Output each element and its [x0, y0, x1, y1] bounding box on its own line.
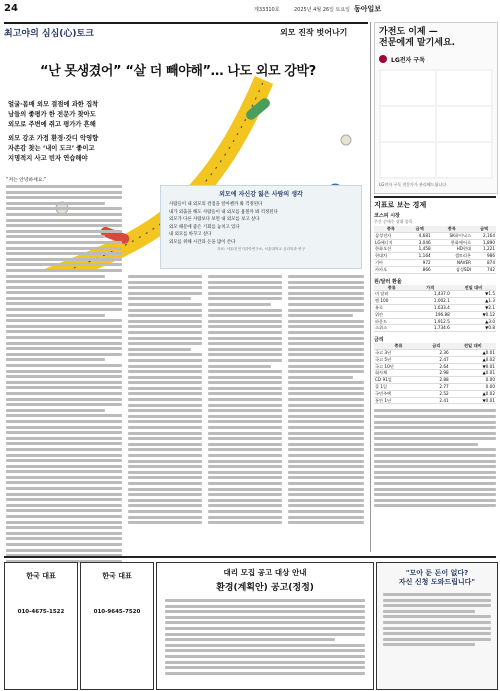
- column-title-bar: [4, 22, 368, 38]
- notice-title: 대리 모집 공고 대상 안내: [223, 568, 307, 577]
- table-cell: 2.77: [423, 383, 450, 390]
- table-cell: ▼0.8: [451, 325, 496, 332]
- table-cell: 742: [472, 266, 496, 273]
- table-cell: 통안 1년: [374, 397, 423, 404]
- checklist-box: [160, 185, 362, 269]
- table-cell: 한화에어로: [432, 239, 472, 246]
- checklist-item: 외모를 위해 시간과 돈을 많이 쓴다: [169, 239, 236, 245]
- sidebar-body-text: [374, 409, 496, 507]
- issue-date: 2025년 4월 26일 토요일: [294, 7, 351, 13]
- bottom-ad-area: [4, 556, 496, 690]
- paper-name: 동아일보: [354, 5, 382, 13]
- table-row: [374, 266, 496, 273]
- table-cell: 196.88: [410, 311, 451, 318]
- table-cell: 986: [472, 253, 496, 260]
- table-cell: NAVER: [432, 259, 472, 266]
- subhead-item: 외모 강조 가정 환경·갓디 악영향: [8, 135, 99, 142]
- ad-footer: LG전자 구독 전문가가 관리해드립니다: [379, 182, 447, 187]
- table-cell: 2,164: [472, 232, 496, 239]
- table-row: [374, 304, 496, 311]
- table-cell: ▲1.3: [451, 298, 496, 305]
- table-cell: ▲0.01: [450, 370, 496, 377]
- table-row: [374, 318, 496, 325]
- ad-product-grid: [379, 69, 493, 179]
- table-cell: ▼0.01: [450, 397, 496, 404]
- market-subtitle: 코스피 시장: [374, 213, 400, 219]
- column-title: 최고야의 심심(心)토크: [4, 29, 94, 39]
- table-cell: 874: [472, 259, 496, 266]
- table-cell: SK하이닉스: [432, 232, 472, 239]
- table-row: [374, 325, 496, 332]
- ad-brand-label: LG전자 구독: [391, 56, 426, 64]
- table-cell: 2.64: [423, 363, 450, 370]
- table-row: [374, 239, 496, 246]
- table1-caption: 주간 순매수 상위 종목: [374, 219, 413, 224]
- table-cell: CD 91일: [374, 377, 423, 384]
- table-cell: 국민주택: [374, 390, 423, 397]
- table-cell: ▼0.12: [451, 311, 496, 318]
- table-cell: 삼성SDI: [432, 266, 472, 273]
- table-header: 금액: [472, 226, 496, 232]
- table-row: [374, 232, 496, 239]
- table-header: 종류: [374, 285, 410, 291]
- market-section: [374, 196, 496, 510]
- table-cell: 972: [408, 259, 432, 266]
- article-kicker: 외모 진작 벗어나기: [280, 28, 348, 37]
- table-cell: ▼1.5: [451, 291, 496, 298]
- table-row: [374, 291, 496, 298]
- table-cell: 카카오: [374, 266, 408, 273]
- ad-product-tile: [381, 143, 435, 177]
- table-cell: 866: [408, 266, 432, 273]
- table-row: [374, 397, 496, 404]
- table-row: [374, 298, 496, 305]
- table-cell: HD현대: [432, 246, 472, 253]
- table-cell: 1,437.0: [410, 291, 451, 298]
- table-cell: 2.41: [423, 397, 450, 404]
- table-row: [374, 383, 496, 390]
- table-row: [374, 390, 496, 397]
- right-ad[interactable]: [376, 562, 498, 690]
- table-cell: ▲0.01: [450, 349, 496, 356]
- table-row: [374, 377, 496, 384]
- table-row: [374, 253, 496, 260]
- table-cell: 2.36: [423, 349, 450, 356]
- table-cell: 2.47: [423, 356, 450, 363]
- body-column-3: [208, 275, 282, 552]
- subhead-item: 지명적지 사고 빈자 연습해야: [8, 155, 88, 162]
- table-cell: 미 달러: [374, 291, 410, 298]
- subhead-item: 외모로 주변에 쥐고 평가가 흔해: [8, 121, 96, 128]
- table-header: 가격: [410, 285, 451, 291]
- exchange-rate-table: [374, 285, 496, 333]
- page-header: [4, 2, 496, 14]
- table-cell: 1,890: [472, 239, 496, 246]
- table-cell: 0.00: [450, 377, 496, 384]
- classified-left[interactable]: [4, 562, 78, 690]
- ad-product-tile: [381, 71, 435, 105]
- table-cell: 1,221: [472, 246, 496, 253]
- table-header: 전일 대비: [450, 343, 496, 349]
- table-cell: 1,458: [408, 246, 432, 253]
- checklist-title: 외모에 자신감 잃은 사람의 생각: [219, 191, 303, 198]
- subhead-list: [8, 100, 123, 164]
- table-cell: 3,046: [408, 239, 432, 246]
- net-buy-table: [374, 226, 496, 274]
- interest-rate-table: [374, 343, 496, 404]
- subhead-item: 얼굴·몸매 외모 결점에 과한 집착: [8, 101, 99, 108]
- table-cell: LG에너지: [374, 239, 408, 246]
- table-cell: 기아: [374, 259, 408, 266]
- checklist-source: 자료: 서울대 인지과학연구소, 서울대학교 심리학과 연구: [217, 247, 305, 251]
- table-cell: 0.00: [450, 383, 496, 390]
- table-cell: ▼0.01: [450, 363, 496, 370]
- notice-subtitle: 환경(계획안) 공고(정정): [216, 583, 314, 593]
- table-cell: 국고 5년: [374, 356, 423, 363]
- table-cell: 1,164: [408, 253, 432, 260]
- table-cell: 삼성전자: [374, 232, 408, 239]
- right-ad-body: [377, 587, 497, 655]
- table-header: 종목: [432, 226, 472, 232]
- checklist-item: 사람들이 내 외모의 결점을 알아챌까 봐 걱정된다: [169, 202, 263, 207]
- table-cell: 엔 100: [374, 298, 410, 305]
- table-cell: 파운드: [374, 318, 410, 325]
- table-header: 금액: [408, 226, 432, 232]
- classified-phone: 010-9645-7520: [93, 609, 141, 615]
- column-divider: [370, 22, 371, 552]
- table-cell: 1,912.5: [410, 318, 451, 325]
- table-cell: 1,734.6: [410, 325, 451, 332]
- ad-product-tile: [381, 107, 435, 141]
- classified-left-2[interactable]: [80, 562, 154, 690]
- table-cell: ▲3.0: [451, 318, 496, 325]
- table-cell: 4,681: [408, 232, 432, 239]
- table-cell: 셀트리온: [432, 253, 472, 260]
- public-notice[interactable]: [156, 562, 374, 690]
- table-cell: 2.98: [423, 370, 450, 377]
- table-cell: 스위스: [374, 325, 410, 332]
- classified-title: 한국 대표: [26, 572, 56, 580]
- table-cell: ▼2.1: [451, 304, 496, 311]
- ad-brand: [379, 54, 493, 64]
- body-column-2: [128, 275, 202, 552]
- table-header: 금리: [423, 343, 450, 349]
- table-row: [374, 259, 496, 266]
- lg-logo-icon: [379, 55, 387, 63]
- table-header: 종류: [374, 343, 423, 349]
- table3-caption: 금리: [374, 337, 384, 344]
- checklist-item: 외모가 다른 사람보다 보면 내 외모를 보고 싶다: [169, 217, 260, 222]
- issue-number: 제33310호: [254, 7, 280, 13]
- right-ad-title: "모아 둔 돈이 없다? 자신 신청 도와드립니다": [398, 569, 476, 586]
- checklist-item: 내가 외출을 해도 사람들이 내 외모를 흉볼까 봐 걱정된다: [169, 209, 278, 215]
- article-headline: “난 못생겼어” “살 더 빼야해”… 나도 외모 강박?: [40, 64, 316, 79]
- notice-body: [157, 593, 373, 683]
- table-cell: 2.88: [423, 377, 450, 384]
- body-column-4: [288, 275, 364, 552]
- table-cell: ▲0.02: [450, 390, 496, 397]
- article-lead: “저는 안녕하세요.”: [6, 178, 47, 183]
- page-number: 24: [4, 3, 18, 14]
- table-cell: ▲0.02: [450, 356, 496, 363]
- table-header: 종목: [374, 226, 408, 232]
- table2-caption: 원/달러 환율: [374, 278, 402, 285]
- table-header: 전일 대비: [451, 285, 496, 291]
- table-cell: 회사채: [374, 370, 423, 377]
- ad-product-tile: [437, 143, 491, 177]
- table-cell: 콜 1일: [374, 383, 423, 390]
- market-title: 지표로 보는 경제: [374, 196, 496, 210]
- subhead-item: 남들의 좋평가 한 전문가 찾아도: [8, 111, 96, 118]
- classified-phone: 010-4675-1522: [17, 609, 65, 615]
- table-row: [374, 349, 496, 356]
- table-cell: 국고 10년: [374, 363, 423, 370]
- table-row: [374, 311, 496, 318]
- table-row: [374, 370, 496, 377]
- table-row: [374, 363, 496, 370]
- checklist-item: 외모 때문에 좋은 기회를 놓치고 있다: [169, 224, 240, 230]
- ad-product-tile: [437, 71, 491, 105]
- ad-product-tile: [437, 107, 491, 141]
- table-cell: 현대차: [374, 253, 408, 260]
- sidebar-ad[interactable]: [374, 22, 498, 194]
- body-column-1: [6, 176, 122, 556]
- table-row: [374, 246, 496, 253]
- table-cell: 국고 3년: [374, 349, 423, 356]
- table-cell: 1,002.1: [410, 298, 451, 305]
- table-cell: 유로: [374, 304, 410, 311]
- checklist-item: 내 외모를 바꾸고 싶다: [169, 232, 212, 237]
- table-row: [374, 356, 496, 363]
- table-cell: 한화오션: [374, 246, 408, 253]
- ad-title: 가전도 이제 — 전문에게 맡기세요.: [379, 27, 456, 48]
- classified-title: 한국 대표: [102, 572, 132, 580]
- table-cell: 2.52: [423, 390, 450, 397]
- table-cell: 1,633.4: [410, 304, 451, 311]
- table-cell: 위안: [374, 311, 410, 318]
- subhead-item: 자존감 찾는 ‘내이 도크’ 좋이고: [8, 145, 95, 152]
